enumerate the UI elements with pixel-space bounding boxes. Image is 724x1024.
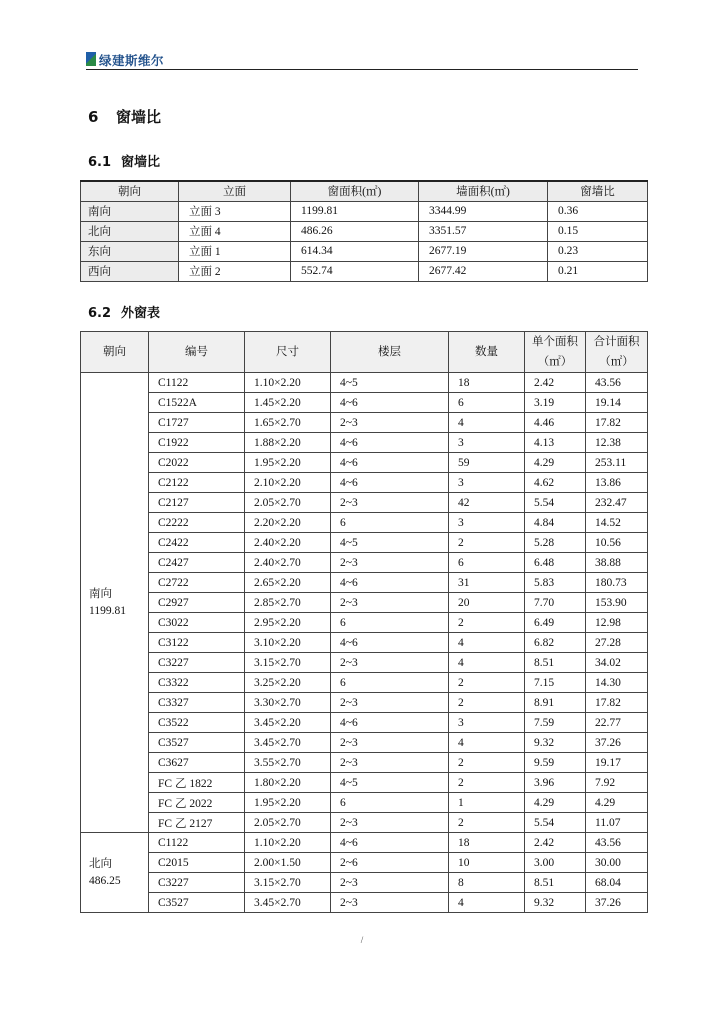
brand-logo-icon [86,52,96,66]
table-cell: 3.25×2.20 [245,673,331,693]
table-row [81,513,648,533]
table-cell: 12.98 [586,613,648,633]
table-cell: 2 [449,673,525,693]
table-cell: 2 [449,693,525,713]
table-cell: 0.23 [548,241,648,261]
section-title: 窗墙比 [116,108,162,126]
table-cell: 2 [449,533,525,553]
table-cell: C2022 [149,453,245,473]
table-cell: 2~3 [331,653,449,673]
table-cell: 5.28 [525,533,586,553]
page-header [86,50,638,70]
table-cell: 3.00 [525,853,586,873]
table-cell: 4.13 [525,433,586,453]
table-cell: 2.42 [525,373,586,393]
table-row [81,893,648,913]
table-row [81,833,648,853]
table-cell: 3 [449,473,525,493]
table-cell: 2.10×2.20 [245,473,331,493]
table-cell: C2422 [149,533,245,553]
table-cell: 10.56 [586,533,648,553]
table-row [81,593,648,613]
brand-name: 绿建斯维尔 [99,53,165,68]
table-cell: 8.51 [525,653,586,673]
table-cell: C2427 [149,553,245,573]
table-cell: C3122 [149,633,245,653]
table-cell: 0.36 [548,201,648,221]
table-row [81,573,648,593]
table-cell: 4~6 [331,393,449,413]
exterior-window-table [80,331,648,913]
table-cell: 1.10×2.20 [245,373,331,393]
table-row [81,853,648,873]
table-cell: 6.49 [525,613,586,633]
table-cell: C3327 [149,693,245,713]
orientation-group-cell: 北向 486.25 [81,833,149,913]
column-header: 编号 [149,332,245,373]
table-cell: 4~6 [331,453,449,473]
subsection-title: 窗墙比 [121,155,161,170]
column-header: 合计面积 （㎡） [586,332,648,373]
table-cell: 4 [449,733,525,753]
table-row [81,393,648,413]
table-cell: 8.51 [525,873,586,893]
table-cell: 4~6 [331,713,449,733]
column-header: 立面 [179,181,291,201]
column-header: 窗墙比 [548,181,648,201]
table-cell: 立面 2 [179,261,291,281]
table-cell: 2.65×2.20 [245,573,331,593]
table-cell: C1727 [149,413,245,433]
table-cell: 4 [449,413,525,433]
table-cell: 4~6 [331,573,449,593]
table-cell: 1.80×2.20 [245,773,331,793]
table-cell: 0.21 [548,261,648,281]
table-cell: 13.86 [586,473,648,493]
table-cell: C2927 [149,593,245,613]
table-cell: 4.29 [525,793,586,813]
table-cell: 43.56 [586,833,648,853]
table-cell: 2 [449,813,525,833]
table-cell: FC 乙 1822 [149,773,245,793]
table-cell: 4.84 [525,513,586,533]
table-cell: C1122 [149,373,245,393]
table-cell: 3.45×2.70 [245,733,331,753]
window-wall-ratio-table [80,180,648,282]
table-cell: 立面 1 [179,241,291,261]
table-cell: 6 [449,393,525,413]
table-cell: C3527 [149,733,245,753]
table-cell: C3522 [149,713,245,733]
table-cell: 1 [449,793,525,813]
table-cell: 6 [331,613,449,633]
table-cell: 4~5 [331,533,449,553]
table-cell: 1.88×2.20 [245,433,331,453]
table-cell: 5.54 [525,813,586,833]
column-header: 尺寸 [245,332,331,373]
table-cell: 37.26 [586,893,648,913]
orientation-cell: 南向 [81,201,179,221]
column-header: 朝向 [81,332,149,373]
table-cell: C2015 [149,853,245,873]
table-header-row [81,332,648,373]
table-row [81,753,648,773]
subsection-heading-window-wall-ratio [88,151,160,170]
table-cell: 2.05×2.70 [245,813,331,833]
table-cell: 7.59 [525,713,586,733]
table-cell: 8 [449,873,525,893]
table-cell: 2.20×2.20 [245,513,331,533]
table-cell: 2~3 [331,553,449,573]
table-cell: 42 [449,493,525,513]
orientation-cell: 东向 [81,241,179,261]
table-cell: 立面 4 [179,221,291,241]
table-cell: 552.74 [291,261,419,281]
table-cell: 2~3 [331,753,449,773]
table-row [81,221,648,241]
table-row [81,493,648,513]
table-cell: 14.52 [586,513,648,533]
table-cell: 7.92 [586,773,648,793]
table-cell: 4~5 [331,373,449,393]
table-cell: C2222 [149,513,245,533]
table-cell: 27.28 [586,633,648,653]
table-cell: 2~3 [331,593,449,613]
column-header: 朝向 [81,181,179,201]
table-cell: 3.15×2.70 [245,653,331,673]
table-cell: 4 [449,893,525,913]
table-row [81,673,648,693]
table-cell: 4.62 [525,473,586,493]
table-cell: 12.38 [586,433,648,453]
table-cell: 5.54 [525,493,586,513]
table-cell: 2~3 [331,733,449,753]
subsection-number: 6.1 [88,155,112,170]
table-cell: 2.40×2.70 [245,553,331,573]
table-cell: 4~6 [331,633,449,653]
table-cell: 3351.57 [419,221,548,241]
table-cell: 6 [449,553,525,573]
column-header: 单个面积 （㎡） [525,332,586,373]
table-cell: 10 [449,853,525,873]
table-cell: 9.59 [525,753,586,773]
table-cell: C3227 [149,653,245,673]
table-cell: 3.10×2.20 [245,633,331,653]
table-cell: 232.47 [586,493,648,513]
table-row [81,693,648,713]
table-cell: 19.14 [586,393,648,413]
table-row [81,873,648,893]
column-header: 窗面积(㎡) [291,181,419,201]
table-cell: C1122 [149,833,245,853]
table-row [81,373,648,393]
table-cell: 253.11 [586,453,648,473]
table-row [81,653,648,673]
table-cell: 2677.42 [419,261,548,281]
table-cell: 38.88 [586,553,648,573]
table-cell: 1.65×2.70 [245,413,331,433]
table-cell: 1.95×2.20 [245,793,331,813]
table-cell: 7.15 [525,673,586,693]
table-cell: C2722 [149,573,245,593]
table-cell: 4 [449,653,525,673]
table-cell: 4.29 [525,453,586,473]
table-cell: 2.40×2.20 [245,533,331,553]
table-cell: 14.30 [586,673,648,693]
orientation-cell: 西向 [81,261,179,281]
table-row [81,473,648,493]
table-cell: 19.17 [586,753,648,773]
table-cell: 3.55×2.70 [245,753,331,773]
table-cell: 2~3 [331,493,449,513]
table-cell: C3322 [149,673,245,693]
table-cell: C1522A [149,393,245,413]
table-cell: 0.15 [548,221,648,241]
table-row [81,201,648,221]
table-cell: 4~6 [331,433,449,453]
table-row [81,553,648,573]
table-cell: 2~3 [331,893,449,913]
table-cell: C3527 [149,893,245,913]
table-cell: 37.26 [586,733,648,753]
table-cell: 2~3 [331,813,449,833]
table-cell: 22.77 [586,713,648,733]
table-cell: 2 [449,753,525,773]
subsection-title: 外窗表 [121,306,161,321]
table-cell: 2~3 [331,413,449,433]
table-row [81,453,648,473]
table-cell: 3 [449,713,525,733]
table-cell: C1922 [149,433,245,453]
table-cell: 17.82 [586,413,648,433]
table-cell: 18 [449,373,525,393]
section-number: 6 [88,108,99,126]
subsection-heading-window-table [88,302,160,321]
table-cell: 2677.19 [419,241,548,261]
table-row [81,261,648,281]
table-cell: 20 [449,593,525,613]
page-footer: / [360,935,364,945]
table-cell: C3227 [149,873,245,893]
table-cell: 2~3 [331,693,449,713]
table-row [81,773,648,793]
table-cell: 4~6 [331,473,449,493]
table-cell: 3 [449,433,525,453]
table-cell: 2.42 [525,833,586,853]
table-cell: 9.32 [525,733,586,753]
table-row [81,613,648,633]
table-cell: 2~6 [331,853,449,873]
table-cell: 9.32 [525,893,586,913]
table-cell: 4~6 [331,833,449,853]
table-cell: 7.70 [525,593,586,613]
table-cell: 3344.99 [419,201,548,221]
table-cell: 1199.81 [291,201,419,221]
table-cell: 2 [449,773,525,793]
table-cell: 3.45×2.70 [245,893,331,913]
table-cell: 180.73 [586,573,648,593]
orientation-cell: 北向 [81,221,179,241]
table-row [81,713,648,733]
table-cell: 1.10×2.20 [245,833,331,853]
table-cell: 17.82 [586,693,648,713]
table-cell: 6.82 [525,633,586,653]
table-cell: 68.04 [586,873,648,893]
table-cell: 3.19 [525,393,586,413]
section-heading [88,106,161,127]
table-cell: 153.90 [586,593,648,613]
table-cell: 2.85×2.70 [245,593,331,613]
table-cell: 2~3 [331,873,449,893]
table-cell: 4.29 [586,793,648,813]
table-cell: 8.91 [525,693,586,713]
table-cell: 6 [331,673,449,693]
table-cell: 5.83 [525,573,586,593]
table-cell: 11.07 [586,813,648,833]
table-row [81,813,648,833]
table-cell: FC 乙 2022 [149,793,245,813]
table-cell: 486.26 [291,221,419,241]
table-cell: 2.05×2.70 [245,493,331,513]
table-cell: 4~5 [331,773,449,793]
table-cell: 2.00×1.50 [245,853,331,873]
table-cell: 30.00 [586,853,648,873]
orientation-group-cell: 南向 1199.81 [81,373,149,833]
table-cell: 3.96 [525,773,586,793]
table-row [81,533,648,553]
column-header: 数量 [449,332,525,373]
table-row [81,633,648,653]
table-cell: 3.15×2.70 [245,873,331,893]
table-cell: 31 [449,573,525,593]
table-cell: 2 [449,613,525,633]
table-row [81,433,648,453]
table-cell: C2122 [149,473,245,493]
table-cell: 4 [449,633,525,653]
table-row [81,793,648,813]
table-cell: 立面 3 [179,201,291,221]
column-header: 墙面积(㎡) [419,181,548,201]
table-row [81,733,648,753]
column-header: 楼层 [331,332,449,373]
table-cell: 1.45×2.20 [245,393,331,413]
table-cell: 3 [449,513,525,533]
table-cell: C3627 [149,753,245,773]
table-cell: C2127 [149,493,245,513]
table-cell: 614.34 [291,241,419,261]
table-header-row [81,181,648,201]
table-cell: C3022 [149,613,245,633]
table-cell: 6 [331,513,449,533]
table-cell: 43.56 [586,373,648,393]
table-cell: 18 [449,833,525,853]
table-cell: 59 [449,453,525,473]
table-row [81,413,648,433]
table-cell: 4.46 [525,413,586,433]
table-row [81,241,648,261]
subsection-number: 6.2 [88,306,112,321]
table-cell: 1.95×2.20 [245,453,331,473]
table-cell: 2.95×2.20 [245,613,331,633]
table-cell: 34.02 [586,653,648,673]
header-divider [86,69,638,70]
table-cell: 3.30×2.70 [245,693,331,713]
table-cell: FC 乙 2127 [149,813,245,833]
table-cell: 3.45×2.20 [245,713,331,733]
table-cell: 6.48 [525,553,586,573]
table-cell: 6 [331,793,449,813]
